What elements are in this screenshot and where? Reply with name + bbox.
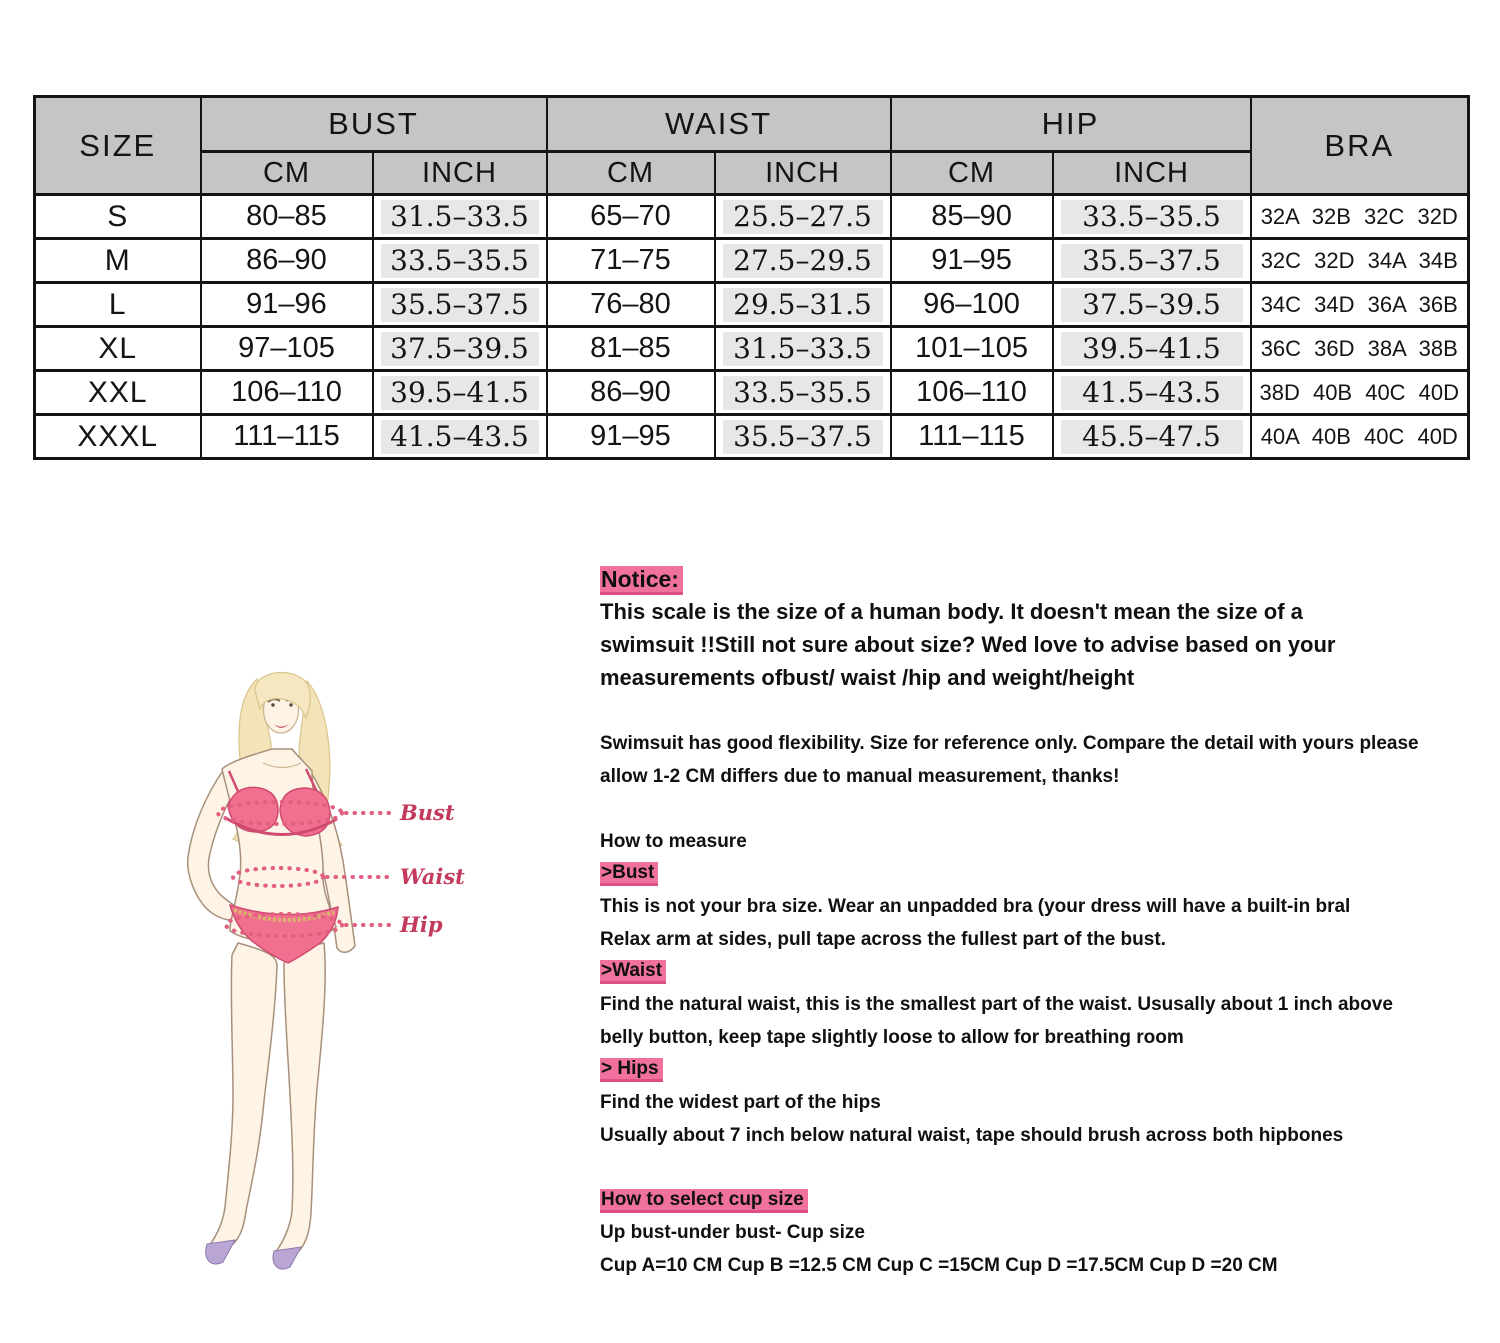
woman-sketch: [188, 673, 355, 1270]
bust-inch-cell: 37.5–39.5: [373, 327, 547, 371]
hip-cm-cell: 96–100: [891, 283, 1053, 327]
bust-inch-cell: 39.5–41.5: [373, 371, 547, 415]
bra-cell: 36C 36D 38A 38B: [1251, 327, 1469, 371]
table-row-m: [35, 239, 1469, 283]
bust-instruction-line: This is not your bra size. Wear an unpadded bra (your dress will have a built-in bral: [600, 896, 1351, 917]
hip-cm-cell: 101–105: [891, 327, 1053, 371]
bust-cm-cell: 86–90: [201, 239, 373, 283]
waist-cm-cell: 91–95: [547, 415, 715, 459]
waist-cm-cell: 71–75: [547, 239, 715, 283]
size-cell: L: [35, 283, 201, 327]
bust-inch-header: INCH: [373, 152, 547, 195]
heel-right: [273, 1247, 301, 1269]
waist-cm-header: CM: [547, 152, 715, 195]
hip-inch-cell: 33.5–35.5: [1053, 195, 1251, 239]
bust-inch-cell: 33.5–35.5: [373, 239, 547, 283]
hips-section-heading-text: > Hips: [600, 1058, 663, 1082]
hip-cm-cell: 111–115: [891, 415, 1053, 459]
cup-size-line: Up bust-under bust- Cup size: [600, 1222, 865, 1243]
bust-cm-header: CM: [201, 152, 373, 195]
size-cell: XL: [35, 327, 201, 371]
notice-section: [600, 564, 1490, 1324]
notice-heading: [600, 566, 683, 593]
bust-label: Bust: [400, 800, 455, 825]
waist-inch-header: INCH: [715, 152, 891, 195]
waist-inch-cell: 29.5–31.5: [715, 283, 891, 327]
bra-cell: 34C 34D 36A 36B: [1251, 283, 1469, 327]
size-column-header: SIZE: [35, 97, 201, 195]
waist-inch-cell: 31.5–33.5: [715, 327, 891, 371]
hip-column-header: HIP: [891, 97, 1251, 152]
waist-inch-cell: 25.5–27.5: [715, 195, 891, 239]
hip-cm-cell: 85–90: [891, 195, 1053, 239]
hip-inch-cell: 37.5–39.5: [1053, 283, 1251, 327]
waist-cm-cell: 65–70: [547, 195, 715, 239]
flexibility-line: allow 1-2 CM differs due to manual measurement, thanks!: [600, 766, 1120, 787]
bust-inch-cell: 35.5–37.5: [373, 283, 547, 327]
size-cell: M: [35, 239, 201, 283]
bust-cm-cell: 106–110: [201, 371, 373, 415]
size-cell: S: [35, 195, 201, 239]
bust-inch-cell: 31.5–33.5: [373, 195, 547, 239]
waist-cm-cell: 81–85: [547, 327, 715, 371]
bra-cell: 38D 40B 40C 40D: [1251, 371, 1469, 415]
waist-instruction-line: belly button, keep tape slightly loose to allow for breathing room: [600, 1027, 1184, 1048]
bust-cm-cell: 91–96: [201, 283, 373, 327]
bust-cm-cell: 80–85: [201, 195, 373, 239]
waist-cm-cell: 86–90: [547, 371, 715, 415]
hip-inch-cell: 41.5–43.5: [1053, 371, 1251, 415]
hip-cm-header: CM: [891, 152, 1053, 195]
bra-column-header: BRA: [1251, 97, 1469, 195]
waist-column-header: WAIST: [547, 97, 891, 152]
hip-inch-cell: 35.5–37.5: [1053, 239, 1251, 283]
table-row-xxl: [35, 371, 1469, 415]
waist-label: Waist: [400, 864, 465, 889]
hips-instruction-line: Find the widest part of the hips: [600, 1092, 881, 1113]
bust-column-header: BUST: [201, 97, 547, 152]
waist-section-heading: [600, 957, 666, 984]
size-cell: XXXL: [35, 415, 201, 459]
waist-instruction-line: Find the natural waist, this is the smallest part of the waist. Ususally about 1 inch above: [600, 994, 1393, 1015]
measurement-figure-illustration: [160, 655, 550, 1280]
hips-section-heading: [600, 1055, 663, 1082]
waist-cm-cell: 76–80: [547, 283, 715, 327]
how-to-measure-heading: How to measure: [600, 831, 747, 852]
table-row-xxxl: [35, 415, 1469, 459]
bra-cell: 32C 32D 34A 34B: [1251, 239, 1469, 283]
waist-inch-cell: 33.5–35.5: [715, 371, 891, 415]
table-row-l: [35, 283, 1469, 327]
cup-size-line: Cup A=10 CM Cup B =12.5 CM Cup C =15CM Cup D =17.5CM Cup D =20 CM: [600, 1255, 1278, 1276]
heel-left: [206, 1240, 235, 1264]
waist-inch-cell: 35.5–37.5: [715, 415, 891, 459]
bra-cell: 32A 32B 32C 32D: [1251, 195, 1469, 239]
notice-heading-text: Notice:: [600, 566, 683, 595]
notice-line: swimsuit !!Still not sure about size? Wed love to advise based on your: [600, 632, 1336, 657]
bra-cell: 40A 40B 40C 40D: [1251, 415, 1469, 459]
waist-inch-cell: 27.5–29.5: [715, 239, 891, 283]
cup-size-heading: [600, 1186, 808, 1213]
bust-instruction-line: Relax arm at sides, pull tape across the fullest part of the bust.: [600, 929, 1166, 950]
flexibility-line: Swimsuit has good flexibility. Size for reference only. Compare the detail with yours please: [600, 733, 1419, 754]
notice-line: measurements ofbust/ waist /hip and weight/height: [600, 665, 1135, 690]
hip-cm-cell: 106–110: [891, 371, 1053, 415]
notice-line: This scale is the size of a human body. It doesn't mean the size of a: [600, 599, 1303, 624]
size-cell: XXL: [35, 371, 201, 415]
cup-size-heading-text: How to select cup size: [600, 1189, 808, 1213]
bust-cm-cell: 111–115: [201, 415, 373, 459]
hip-cm-cell: 91–95: [891, 239, 1053, 283]
table-row-s: [35, 195, 1469, 239]
hip-inch-cell: 39.5–41.5: [1053, 327, 1251, 371]
size-table: [33, 95, 1470, 460]
waist-section-heading-text: >Waist: [600, 960, 666, 984]
bust-cm-cell: 97–105: [201, 327, 373, 371]
hip-inch-header: INCH: [1053, 152, 1251, 195]
hips-instruction-line: Usually about 7 inch below natural waist, tape should brush across both hipbones: [600, 1125, 1344, 1146]
bust-section-heading-text: >Bust: [600, 862, 658, 886]
hip-inch-cell: 45.5–47.5: [1053, 415, 1251, 459]
bust-inch-cell: 41.5–43.5: [373, 415, 547, 459]
hip-label: Hip: [400, 912, 443, 937]
table-row-xl: [35, 327, 1469, 371]
bust-section-heading: [600, 859, 658, 886]
